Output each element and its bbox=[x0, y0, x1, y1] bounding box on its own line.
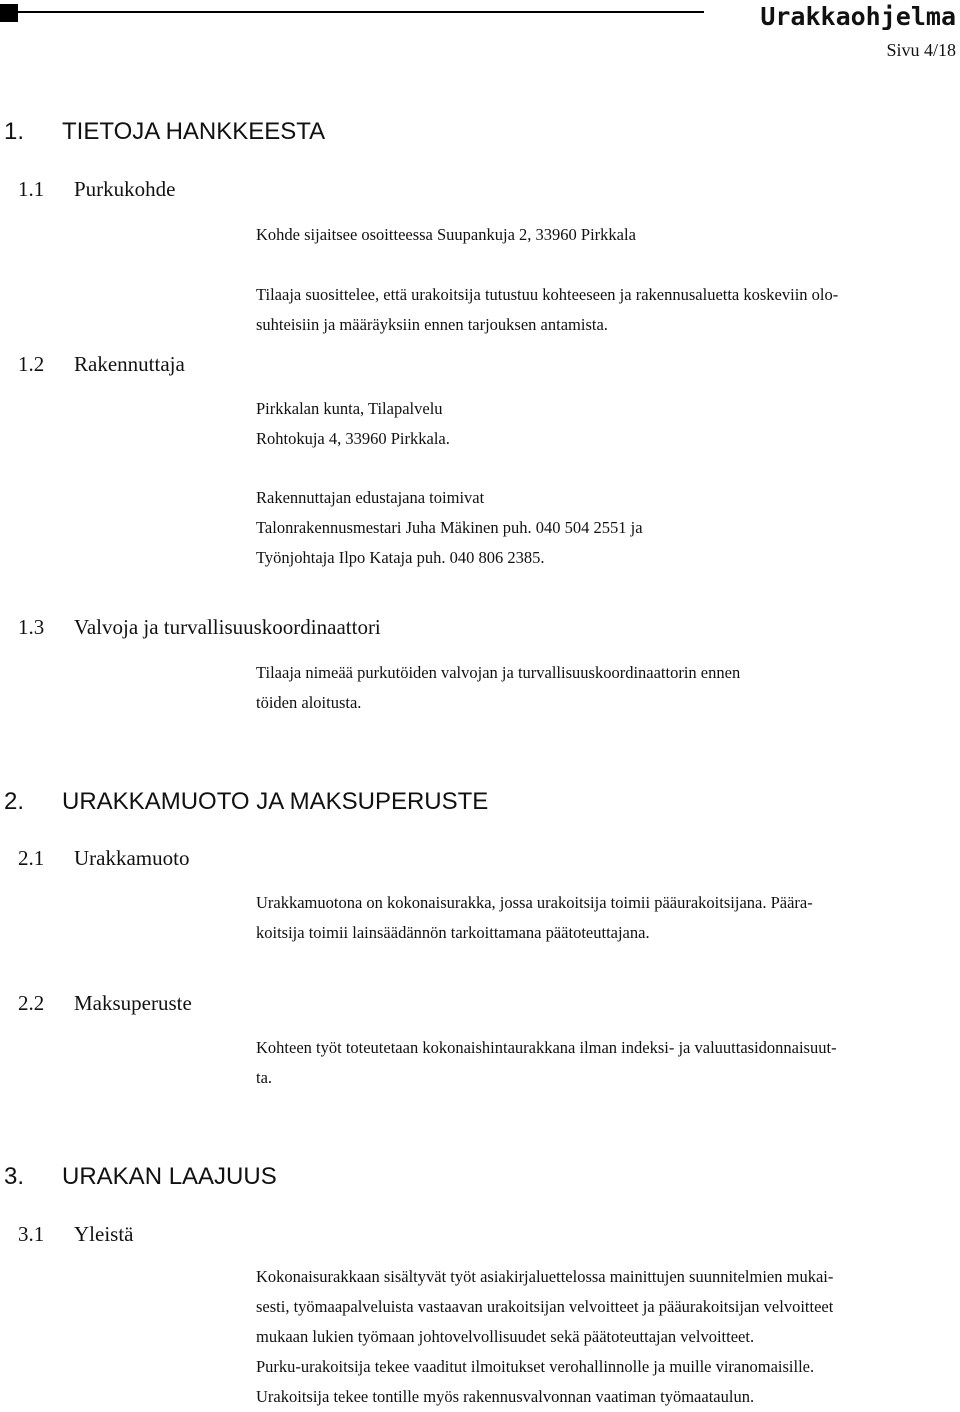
heading-number: 1.3 bbox=[18, 615, 45, 639]
paragraph-rakennuttaja bbox=[256, 394, 956, 454]
heading-title: Rakennuttaja bbox=[74, 352, 185, 376]
paragraph-maksuperuste bbox=[256, 1033, 956, 1093]
heading-number: 1.2 bbox=[18, 352, 45, 376]
text-line: töiden aloitusta. bbox=[256, 693, 362, 712]
text-line: Talonrakennusmestari Juha Mäkinen puh. 040 504 2551 ja bbox=[256, 518, 643, 537]
heading-title: Purkukohde bbox=[74, 177, 176, 201]
heading-number: 1. bbox=[4, 118, 25, 145]
text-line: mukaan lukien työmaan johtovelvollisuudet sekä päätoteuttajan velvoitteet. bbox=[256, 1327, 755, 1346]
text-line: Kokonaisurakkaan sisältyvät työt asiakirjaluettelossa mainittujen suunnitelmien mukai- bbox=[256, 1267, 834, 1286]
heading-number: 3. bbox=[4, 1163, 25, 1190]
header-rule bbox=[18, 11, 704, 13]
heading-1-3 bbox=[18, 615, 381, 640]
paragraph-urakkamuoto bbox=[256, 888, 956, 948]
heading-number: 2.1 bbox=[18, 846, 45, 870]
heading-number: 2. bbox=[4, 788, 25, 815]
text-line: koitsija toimii lainsäädännön tarkoittamana päätoteuttajana. bbox=[256, 923, 650, 942]
text-line: sesti, työmaapalveluista vastaavan urakoitsijan velvoitteet ja pääurakoitsijan velvoitteet bbox=[256, 1297, 834, 1316]
text-line: Rakennuttajan edustajana toimivat bbox=[256, 488, 485, 507]
heading-number: 3.1 bbox=[18, 1222, 45, 1246]
heading-title: Yleistä bbox=[74, 1222, 134, 1246]
heading-2 bbox=[4, 788, 488, 816]
text-line: suhteisiin ja määräyksiin ennen tarjouksen antamista. bbox=[256, 315, 608, 334]
text-line: Tilaaja suosittelee, että urakoitsija tutustuu kohteeseen ja rakennusaluetta koskeviin olo- bbox=[256, 285, 839, 304]
heading-title: URAKKAMUOTO JA MAKSUPERUSTE bbox=[62, 788, 489, 815]
text-line: Pirkkalan kunta, Tilapalvelu bbox=[256, 399, 443, 418]
heading-2-2 bbox=[18, 991, 192, 1016]
heading-1-1 bbox=[18, 177, 176, 202]
text-line: Rohtokuja 4, 33960 Pirkkala. bbox=[256, 429, 450, 448]
paragraph-tutustuminen bbox=[256, 280, 956, 340]
paragraph-edustajat bbox=[256, 483, 956, 573]
heading-number: 2.2 bbox=[18, 991, 45, 1015]
paragraph-valvoja bbox=[256, 658, 956, 718]
text-line: Kohteen työt toteutetaan kokonaishintaurakkana ilman indeksi- ja valuuttasidonnaisuut- bbox=[256, 1038, 837, 1057]
heading-title: Valvoja ja turvallisuuskoordinaattori bbox=[74, 615, 381, 639]
text-line: Tilaaja nimeää purkutöiden valvojan ja turvallisuuskoordinaattorin ennen bbox=[256, 663, 741, 682]
page-number: Sivu 4/18 bbox=[886, 40, 956, 60]
text-line: Urakoitsija tekee tontille myös rakennusvalvonnan vaatiman työmaataulun. bbox=[256, 1387, 755, 1406]
heading-2-1 bbox=[18, 846, 189, 871]
heading-title: URAKAN LAAJUUS bbox=[62, 1163, 277, 1190]
text-line: Purku-urakoitsija tekee vaaditut ilmoitukset verohallinnolle ja muille viranomaisille. bbox=[256, 1357, 815, 1376]
heading-number: 1.1 bbox=[18, 177, 45, 201]
header-square-mark bbox=[0, 4, 18, 22]
heading-title: TIETOJA HANKKEESTA bbox=[62, 118, 326, 145]
paragraph-kohde: Kohde sijaitsee osoitteessa Suupankuja 2, 33960 Pirkkala bbox=[256, 225, 636, 244]
document-title: Urakkaohjelma bbox=[760, 2, 956, 31]
text-line: Työnjohtaja Ilpo Kataja puh. 040 806 2385. bbox=[256, 548, 545, 567]
heading-1-2 bbox=[18, 352, 185, 377]
paragraph-yleista bbox=[256, 1262, 956, 1412]
heading-title: Urakkamuoto bbox=[74, 846, 190, 870]
heading-1 bbox=[4, 118, 325, 146]
heading-3 bbox=[4, 1163, 277, 1191]
heading-title: Maksuperuste bbox=[74, 991, 192, 1015]
heading-3-1 bbox=[18, 1222, 133, 1247]
text-line: ta. bbox=[256, 1068, 273, 1087]
text-line: Urakkamuotona on kokonaisurakka, jossa urakoitsija toimii pääurakoitsijana. Päära- bbox=[256, 893, 813, 912]
